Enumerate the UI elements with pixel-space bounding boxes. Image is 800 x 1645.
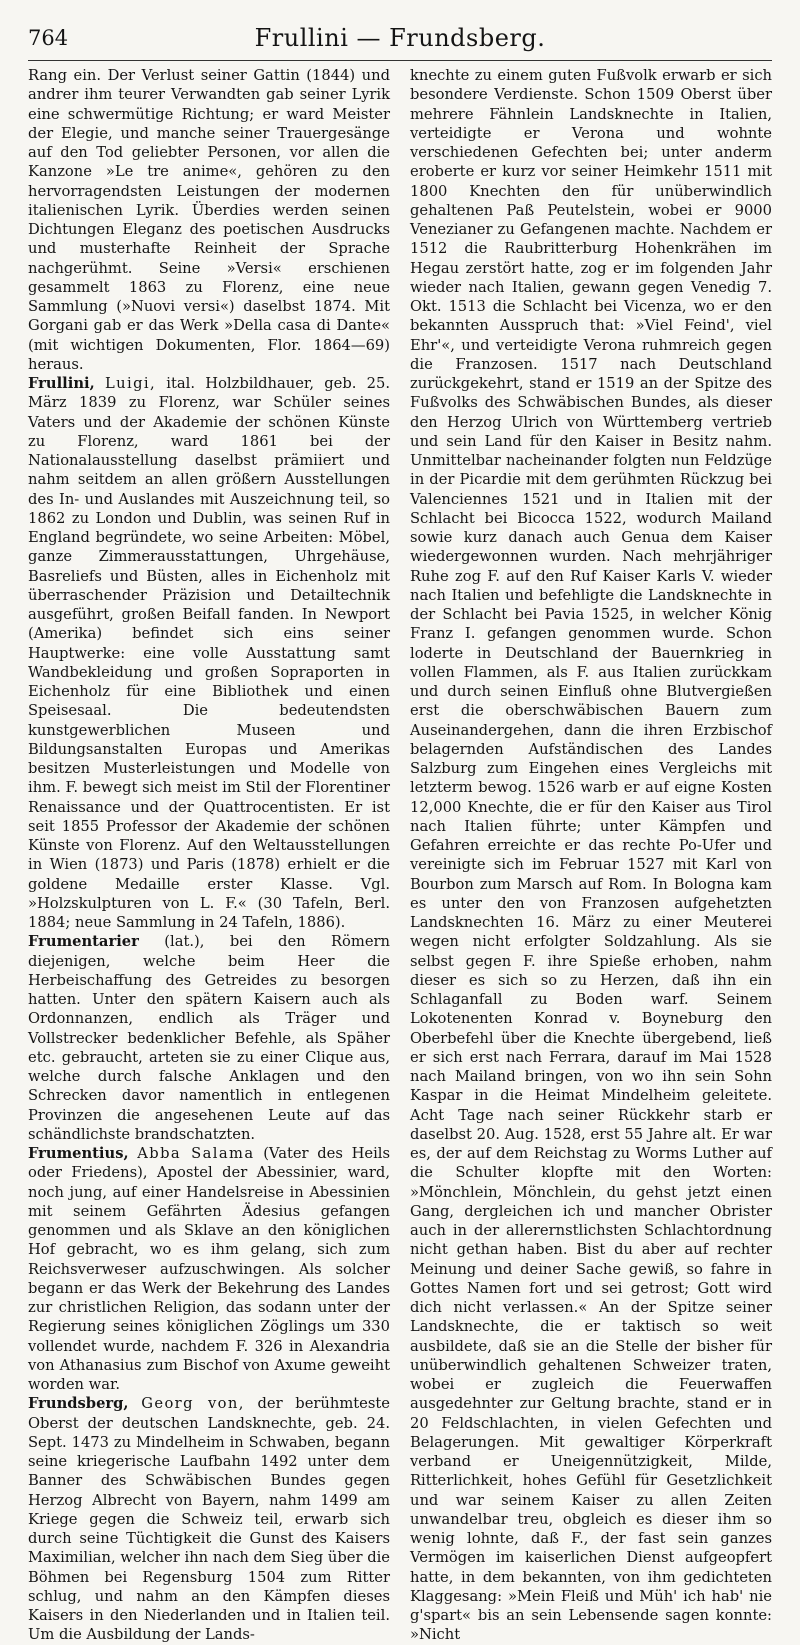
entry-frundsberg bbox=[28, 1394, 390, 1644]
page-header bbox=[28, 16, 772, 58]
entry-body: (Vater des Heils oder Friedens), Apostel der Abessinier, ward, noch jung, auf einer Handelsreise in Abessinien mit seinem Gefährten Ädesius gefangen genommen und als Sklave an den königlichen Hof gebracht, wo es ihm gelang, sich zum Reichsverweser aufzuschwingen. Als solcher begann er das Werk der Bekehrung des Landes zur christlichen Religion, das sodann unter der Regierung seines königlichen Zöglings um 330 vollendet wurde, nachdem F. 326 in Alexandria von Athanasius zum Bischof von Axume geweiht worden war. bbox=[28, 1145, 391, 1393]
entry-given-name: Abba Salama bbox=[137, 1145, 255, 1162]
entry-headword: Frullini, bbox=[28, 375, 95, 392]
left-column bbox=[28, 66, 391, 1644]
entry-given-name: Luigi, bbox=[104, 375, 157, 392]
entry-headword: Frundsberg, bbox=[28, 1395, 129, 1413]
continued-entry-text: Rang ein. Der Verlust seiner Gattin (1844) und andrer ihm teurer Verwandten gab seiner Lyrik eine schwermütige Richtung; er ward Meister der Elegie, und manche seiner Trauergesänge auf den Tod geliebter Personen, vor allen die Kanzone »Le tre anime«, gehören zu den hervorragendsten Leistungen der modernen italienischen Lyrik. Überdies werden seinen Dichtungen Eleganz des poetischen Ausdrucks und musterhafte Reinheit der Sprache nachgerühmt. Seine »Versi« erschienen gesammelt 1863 zu Florenz, eine neue Sammlung (»Nuovi versi«) daselbst 1874. Mit Gorgani gab er das Werk »Della casa di Dante« (mit wichtigen Dokumenten, Flor. 1864—69) heraus. bbox=[28, 67, 390, 373]
entry-frullini bbox=[28, 374, 390, 932]
entry-body: (lat.), bei den Römern diejenigen, welche beim Heer die Herbeischaffung des Getreides zu besorgen hatten. Unter den spätern Kaisern auch als Ordonnanzen, endlich als Träger und Vollstrecker bedenklicher Befehle, als Späher etc. gebraucht, arteten sie zu einer Clique aus, welche durch falsche Anklagen und den Schrecken davor namentlich in entlegenen Provinzen die angesehenen Leute auf das schändlichste brandschatzten. bbox=[28, 933, 391, 1143]
entry-body: der berühmteste Oberst der deutschen Landsknechte, geb. 24. Sept. 1473 zu Mindelheim in Schwaben, begann seine kriegerische Laufbahn 1492 unter dem Banner des Schwäbischen Bundes gegen Herzog Albrecht von Bayern, nahm 1499 am Kriege gegen die Schweiz teil, erwarb sich durch seine Tüchtigkeit die Gunst des Kaisers Maximilian, welcher ihn nach dem Sieg über die Böhmen bei Regensburg 1504 zum Ritter schlug, und nahm an den Kämpfen dieses Kaisers in den Niederlanden und in Italien teil. Um die Ausbildung der Lands- bbox=[28, 1395, 390, 1644]
entry-headword: Frumentarier bbox=[28, 933, 139, 951]
entry-body: ital. Holzbildhauer, geb. 25. März 1839 zu Florenz, war Schüler seines Vaters und der Akademie der schönen Künste zu Florenz, ward 1861 bei der Nationalausstellung daselbst prämiiert und nahm seitdem an allen größern Ausstellungen des In- und Auslandes mit Auszeichnung teil, so 1862 zu London und Dublin, was seinen Ruf in England begründete, wo seine Arbeiten: Möbel, ganze Zimmerausstattungen, Uhrgehäuse, Basreliefs und Büsten, alles in Eichenholz mit überraschender Präzision und Detailtechnik ausgeführt, großen Beifall fanden. In Newport (Amerika) befindet sich eins seiner Hauptwerke: eine volle Ausstattung samt Wandbekleidung und großen Sopraporten in Eichenholz für eine Bibliothek und einen Speisesaal. Die bedeutendsten kunstgewerblichen Museen und Bildungsanstalten Europas und Amerikas besitzen Musterleistungen und Modelle von ihm. F. bewegt sich meist im Stil der Florentiner Renaissance und der Quattrocentisten. Er ist seit 1855 Professor der Akademie der schönen Künste von Florenz. Auf den Weltausstellungen in Wien (1873) und Paris (1878) erhielt er die goldene Medaille erster Klasse. Vgl. »Holzskulpturen von L. F.« (30 Tafeln, Berl. 1884; neue Sammlung in 24 Tafeln, 1886). bbox=[28, 375, 391, 931]
running-title: Frullini — Frundsberg. bbox=[254, 24, 546, 52]
entry-frumentarier bbox=[28, 932, 390, 1144]
right-column bbox=[410, 66, 772, 1644]
entry-headword: Frumentius, bbox=[28, 1145, 129, 1162]
frundsberg-continued-text: knechte zu einem guten Fußvolk erwarb er sich besondere Verdienste. Schon 1509 Oberst über mehrere Fähnlein Landsknechte in Italien, verteidigte er Verona und wohnte verschiedenen Gefechten bei; unter anderm eroberte er kurz vor seiner Heimkehr 1511 mit 1800 Knechten den für unüberwindlich gehaltenen Paß Peutelstein, wobei er 9000 Venezianer zu Gefangenen machte. Nachdem er 1512 die Raubritterburg Hohenkrähen im Hegau zerstört hatte, zog er im folgenden Jahr wieder nach Italien, gewann gegen Venedig 7. Okt. 1513 die Schlacht bei Vicenza, wo er den bekannten Ausspruch that: »Viel Feind', viel Ehr'«, und verteidigte Verona ruhmreich gegen die Franzosen. 1517 nach Deutschland zurückgekehrt, stand er 1519 an der Spitze des Fußvolks des Schwäbischen Bundes, als dieser den Herzog Ulrich von Württemberg vertrieb und sein Land für den Kaiser in Besitz nahm. Unmittelbar nacheinander folgten nun Feldzüge in der Picardie mit dem gerühmten Rückzug bei Valenciennes 1521 und in Italien mit der Schlacht bei Bicocca 1522, wodurch Mailand sowie kurz danach auch Genua dem Kaiser wiedergewonnen wurden. Nach mehrjähriger Ruhe zog F. auf den Ruf Kaiser Karls V. wieder nach Italien und befehligte die Landsknechte in der Schlacht bei Pavia 1525, in welcher König Franz I. gefangen genommen wurde. Schon loderte in Deutschland der Bauernkrieg in vollen Flammen, als F. aus Italien zurückkam und durch seinen Einfluß ohne Blutvergießen erst die oberschwäbischen Bauern zum Auseinandergehen, dann die ihren Erzbischof belagernden Aufständischen des Landes Salzburg zum Eingehen eines Vergleichs mit letzterm bewog. 1526 warb er auf eigne Kosten 12,000 Knechte, die er für den Kaiser aus Tirol nach Italien führte; unter Kämpfen und Gefahren erreichte er das rechte Po-Ufer und vereinigte sich im Februar 1527 mit Karl von Bourbon zum Marsch auf Rom. In Bologna kam es unter den von Franzosen aufgehetzten Landsknechten 16. März zu einer Meuterei wegen nicht erfolgter Soldzahlung. Als sie selbst gegen F. ihre Spieße erhoben, nahm dieser es sich so zu Herzen, daß ihn ein Schlaganfall zu Boden warf. Seinem Lokotenenten Konrad v. Boyneburg den Oberbefehl über die Knechte übergebend, ließ er sich erst nach Ferrara, darauf im Mai 1528 nach Mailand bringen, von wo ihn sein Sohn Kaspar in die Heimat Mindelheim geleitete. Acht Tage nach seiner Rückkehr starb er daselbst 20. Aug. 1528, erst 55 Jahre alt. Er war es, der auf dem Reichstag zu Worms Luther auf die Schulter klopfte mit den Worten: »Mönchlein, Mönchlein, du gehst jetzt einen Gang, dergleichen ich und mancher Obrister auch in der allerernstlichsten Schlachtordnung nicht gethan haben. Bist du aber auf rechter Meinung und deiner Sache gewiß, so fahre in Gottes Namen fort und sei getrost; Gott wird dich nicht verlassen.« An der Spitze seiner Landsknechte, die er taktisch so weit ausbildete, daß sie an die Stelle der bisher für unüberwindlich gehaltenen Schweizer traten, wobei er zugleich die Feuerwaffen ausgedehnter zur Geltung brachte, stand er in 20 Feldschlachten, in vielen Gefechten und Belagerungen. Mit gewaltiger Körperkraft verband er Uneigennützigkeit, Milde, Ritterlichkeit, hohes Gefühl für Gesetzlichkeit und war seinem Kaiser zu allen Zeiten unwandelbar treu, obgleich es dieser ihm so wenig lohnte, daß F., der fast sein ganzes Vermögen im kaiserlichen Dienst aufgeopfert hatte, in dem bekannten, von ihm gedichteten Klaggesang: »Mein Fleiß und Müh' ich hab' nie g'spart« bis an sein Lebensende sagen konnte: »Nicht bbox=[410, 67, 772, 1644]
header-rule bbox=[28, 60, 772, 61]
entry-frumentius bbox=[28, 1144, 390, 1394]
page-number: 764 bbox=[28, 26, 69, 50]
entry-given-name: Georg von, bbox=[141, 1395, 245, 1413]
